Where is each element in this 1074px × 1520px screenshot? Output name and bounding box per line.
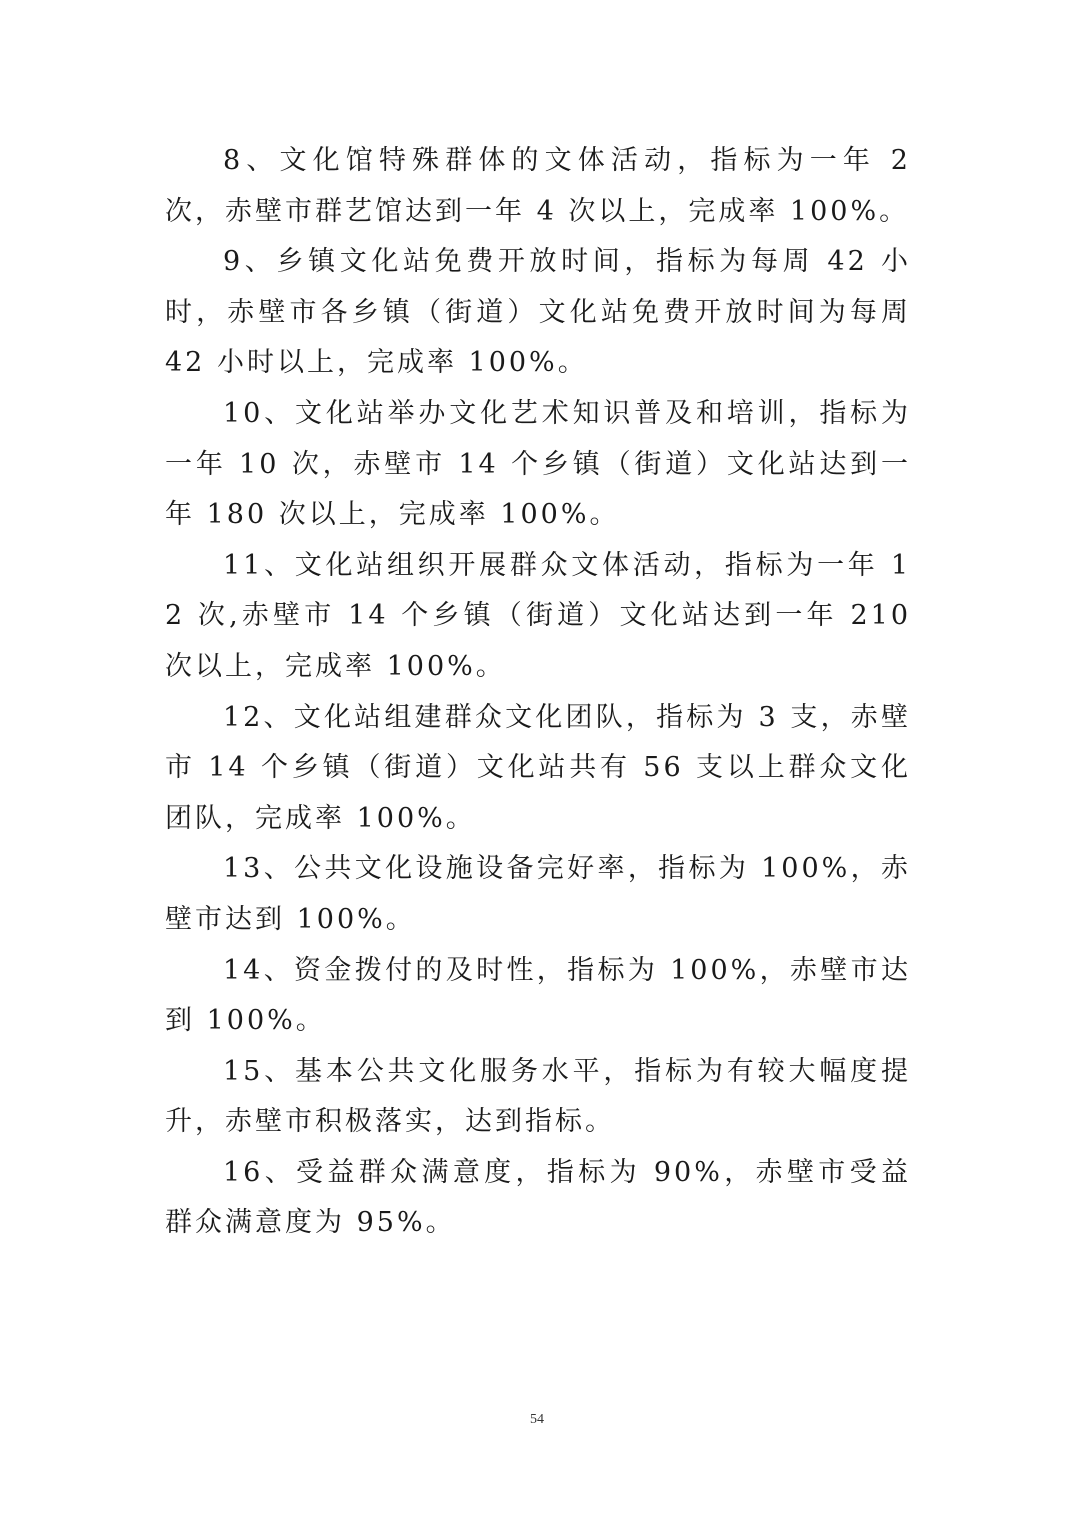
paragraph-item-12: 12、文化站组建群众文化团队，指标为 3 支，赤壁市 14 个乡镇（街道）文化站共有 56 支以上群众文化团队，完成率 100%。 — [165, 701, 911, 834]
page-number: 54 — [530, 1412, 544, 1427]
paragraph-item-16: 16、受益群众满意度，指标为 90%，赤壁市受益群众满意度为 95%。 — [165, 1156, 911, 1239]
paragraph-item-9: 9、乡镇文化站免费开放时间，指标为每周 42 小时，赤壁市各乡镇（街道）文化站免费开放时间为每周 42 小时以上，完成率 100%。 — [165, 246, 911, 379]
paragraph-item-15: 15、基本公共文化服务水平，指标为有较大幅度提升，赤壁市积极落实，达到指标。 — [165, 1055, 911, 1138]
paragraph-item-8: 8、文化馆特殊群体的文体活动，指标为一年 2 次，赤壁市群艺馆达到一年 4 次以上，完成率 100%。 — [165, 145, 911, 227]
paragraph-item-14: 14、资金拨付的及时性，指标为 100%，赤壁市达到 100%。 — [165, 954, 911, 1037]
paragraph-item-11: 11、文化站组织开展群众文体活动，指标为一年 12 次,赤壁市 14 个乡镇（街道）文化站达到一年 210 次以上，完成率 100%。 — [165, 549, 911, 682]
document-body — [165, 136, 911, 1249]
paragraph-item-10: 10、文化站举办文化艺术知识普及和培训，指标为一年 10 次，赤壁市 14 个乡镇（街道）文化站达到一年 180 次以上，完成率 100%。 — [165, 397, 911, 531]
paragraph-item-13: 13、公共文化设施设备完好率，指标为 100%，赤壁市达到 100%。 — [165, 853, 911, 935]
